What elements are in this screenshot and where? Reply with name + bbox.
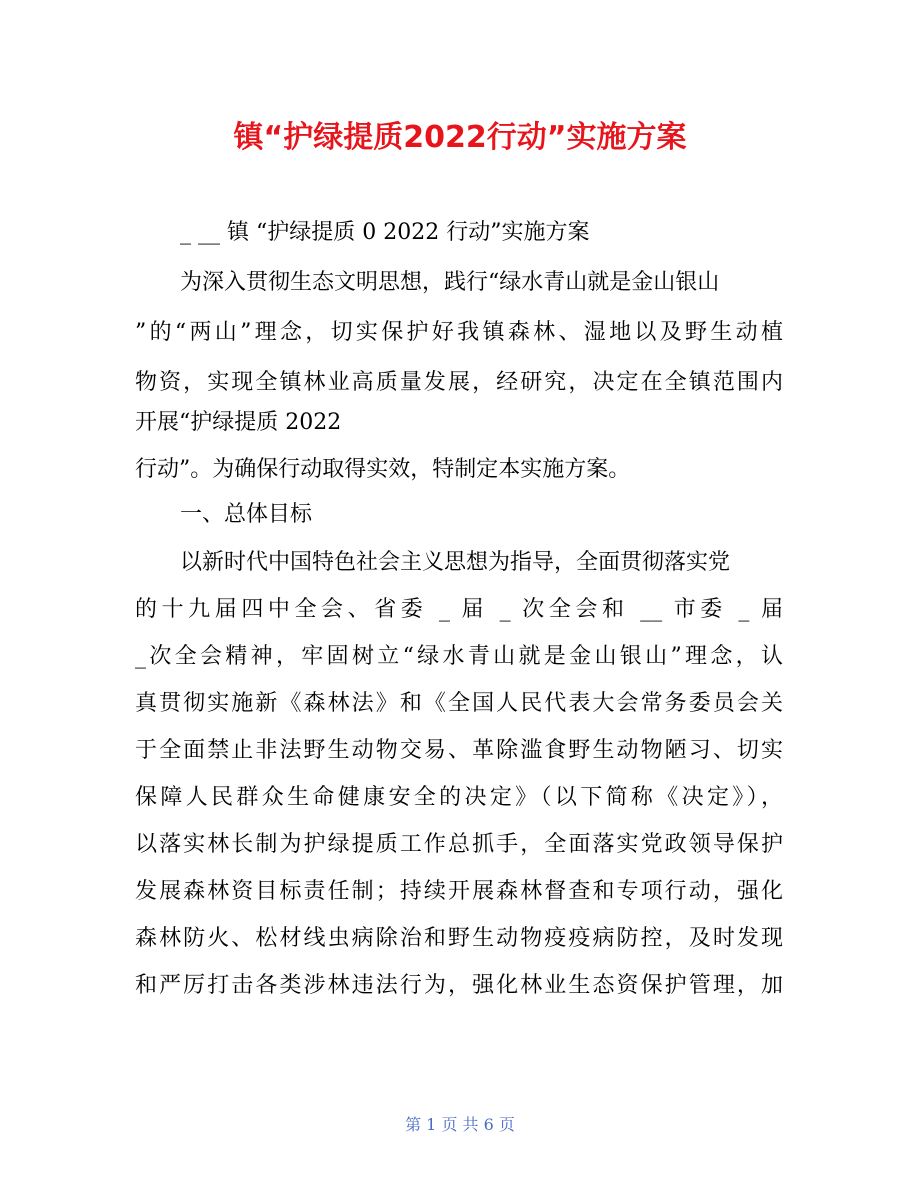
paragraph-line: 和严厉打击各类涉林违法行为，强化林业生态资保护管理，加	[135, 973, 783, 998]
paragraph-line: 开展“护绿提质 2022	[135, 410, 342, 435]
page-number-footer: 第 1 页 共 6 页	[405, 1115, 515, 1134]
paragraph-line: 真贯彻实施新《森林法》和《全国人民代表大会常务委员会关	[135, 691, 783, 716]
paragraph-line: 的十九届四中全会、省委 _ 届 _ 次全会和 __ 市委 _ 届	[135, 597, 783, 622]
paragraph-line: ”的“两山”理念，切实保护好我镇森林、湿地以及野生动植	[135, 320, 783, 345]
paragraph-line: 为深入贯彻生态文明思想，践行“绿水青山就是金山银山	[180, 270, 720, 295]
paragraph-line: 物资，实现全镇林业高质量发展，经研究，决定在全镇范围内	[135, 370, 783, 395]
paragraph-line: 以新时代中国特色社会主义思想为指导，全面贯彻落实党	[180, 550, 731, 575]
subtitle-line: _ __ 镇 “护绿提质 0 2022 行动”实施方案	[180, 220, 590, 245]
paragraph-line: 森林防火、松材线虫病除治和野生动物疫疫病防控，及时发现	[135, 926, 783, 951]
paragraph-line: 以落实林长制为护绿提质工作总抓手，全面落实党政领导保护	[135, 832, 783, 857]
section-heading: 一、总体目标	[180, 502, 313, 527]
document-title: 镇“护绿提质2022行动”实施方案	[233, 120, 687, 155]
paragraph-line: 保障人民群众生命健康安全的决定》（以下简称《决定》），	[135, 785, 783, 810]
paragraph-line: 于全面禁止非法野生动物交易、革除滥食野生动物陋习、切实	[135, 738, 783, 763]
paragraph-line: 发展森林资目标责任制；持续开展森林督查和专项行动，强化	[135, 879, 783, 904]
paragraph-line: _次全会精神，牢固树立“绿水青山就是金山银山”理念，认	[135, 644, 783, 669]
paragraph-line: 行动”。为确保行动取得实效，特制定本实施方案。	[135, 457, 631, 482]
